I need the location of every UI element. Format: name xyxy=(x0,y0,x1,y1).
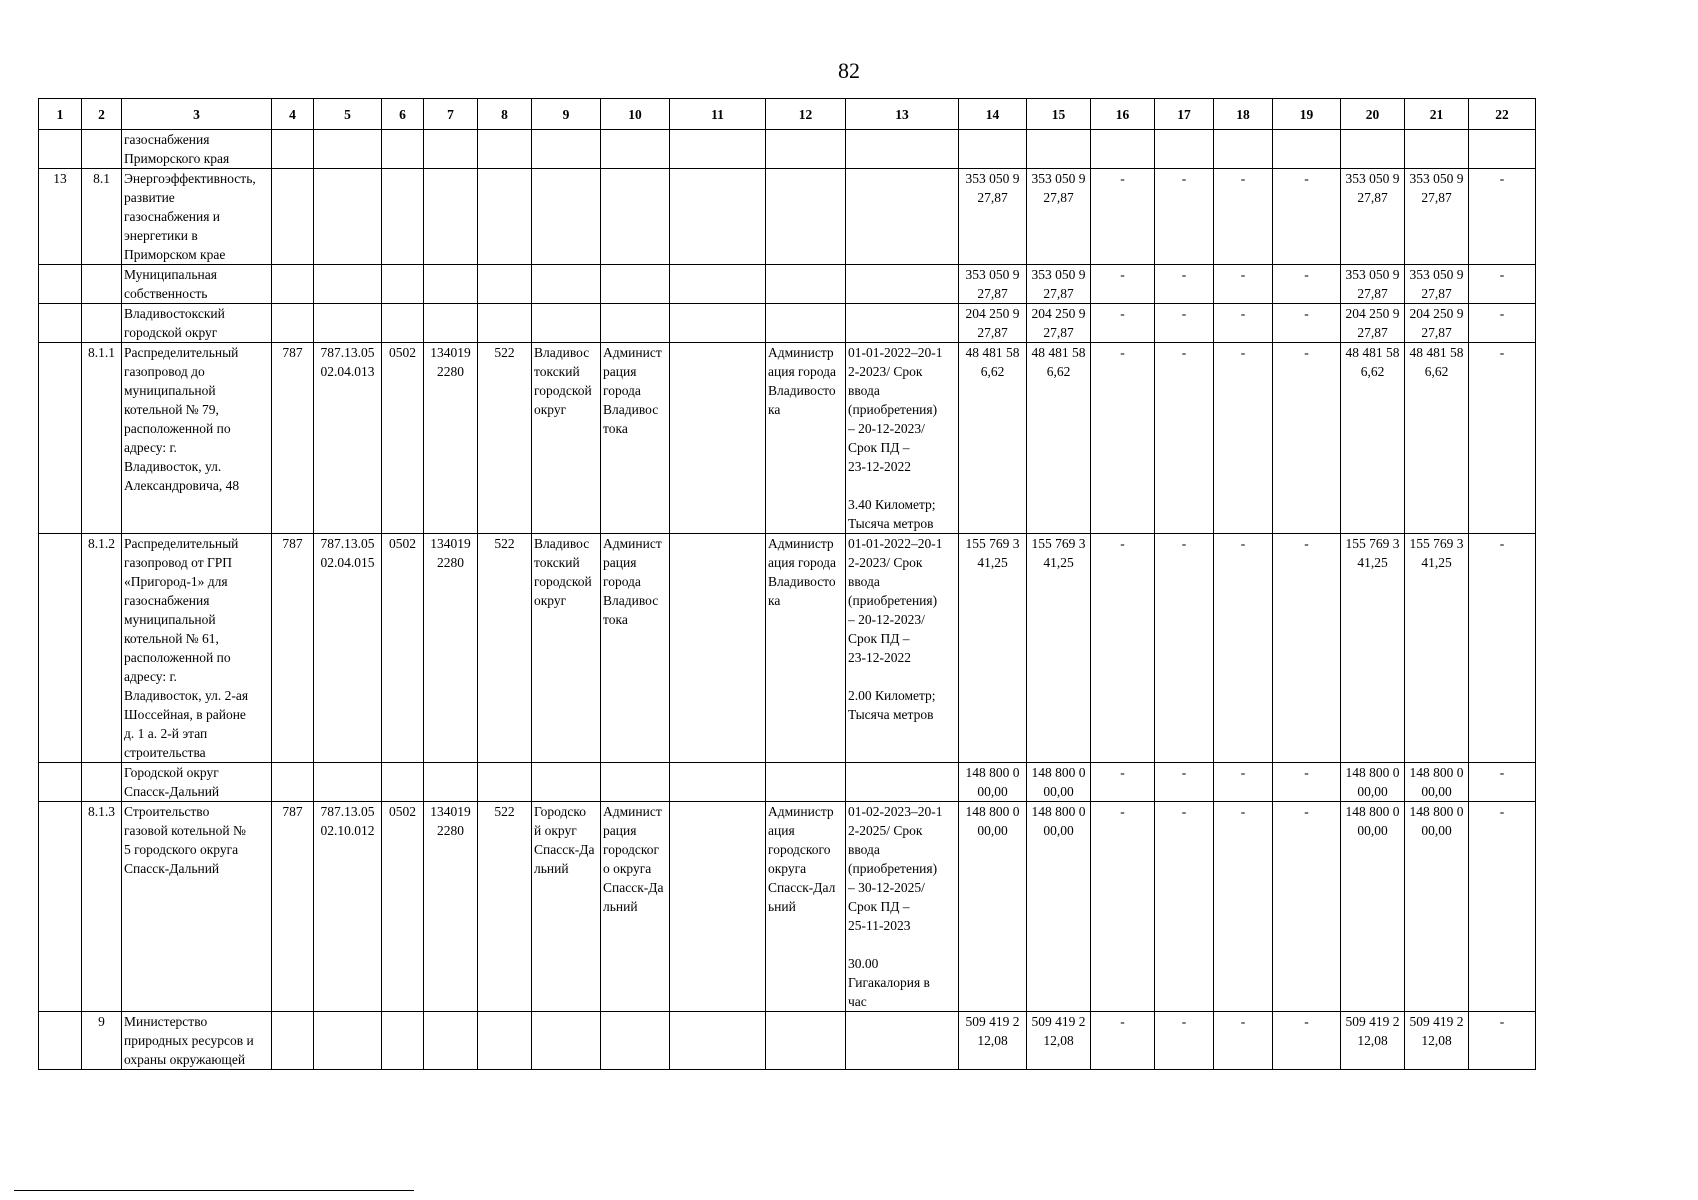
table-cell-col-5: 787.13.05 02.04.015 xyxy=(314,534,382,763)
table-cell-col-19: - xyxy=(1273,1012,1341,1070)
table-row xyxy=(39,304,1536,343)
table-cell-col-2: 8.1.3 xyxy=(82,802,122,1012)
table-cell-col-17: - xyxy=(1155,534,1214,763)
table-cell-col-16: - xyxy=(1091,304,1155,343)
table-cell-col-22 xyxy=(1469,130,1536,169)
column-header-7: 7 xyxy=(424,99,478,130)
table-cell-col-12 xyxy=(766,169,846,265)
table-cell-col-10 xyxy=(601,169,670,265)
table-cell-col-17: - xyxy=(1155,343,1214,534)
table-cell-col-12: Администр ация городского округа Спасск-Дал ьний xyxy=(766,802,846,1012)
table-cell-col-17: - xyxy=(1155,265,1214,304)
table-cell-col-9: Владивос токский городской округ xyxy=(532,343,601,534)
table-cell-col-19: - xyxy=(1273,534,1341,763)
table-cell-col-12 xyxy=(766,265,846,304)
table-cell-col-7 xyxy=(424,763,478,802)
table-cell-col-5 xyxy=(314,130,382,169)
budget-table xyxy=(38,98,1536,1070)
table-cell-col-8: 522 xyxy=(478,343,532,534)
table-cell-col-11 xyxy=(670,130,766,169)
table-cell-col-13 xyxy=(846,130,959,169)
table-cell-col-10: Админист рация города Владивос тока xyxy=(601,343,670,534)
column-header-10: 10 xyxy=(601,99,670,130)
table-cell-col-15: 148 800 0 00,00 xyxy=(1027,763,1091,802)
table-cell-col-14: 353 050 9 27,87 xyxy=(959,169,1027,265)
table-cell-col-9 xyxy=(532,130,601,169)
column-header-5: 5 xyxy=(314,99,382,130)
column-header-20: 20 xyxy=(1341,99,1405,130)
table-cell-col-11 xyxy=(670,763,766,802)
table-cell-col-15: 48 481 58 6,62 xyxy=(1027,343,1091,534)
table-row xyxy=(39,130,1536,169)
table-cell-col-13 xyxy=(846,304,959,343)
table-cell-col-1 xyxy=(39,130,82,169)
table-cell-col-11 xyxy=(670,343,766,534)
table-cell-col-1 xyxy=(39,1012,82,1070)
table-cell-col-19: - xyxy=(1273,763,1341,802)
table-cell-col-14: 204 250 9 27,87 xyxy=(959,304,1027,343)
column-header-3: 3 xyxy=(122,99,272,130)
table-cell-col-6 xyxy=(382,169,424,265)
table-cell-col-20: 509 419 2 12,08 xyxy=(1341,1012,1405,1070)
table-cell-col-4: 787 xyxy=(272,343,314,534)
table-cell-col-3: Министерство природных ресурсов и охраны окружающей xyxy=(122,1012,272,1070)
column-header-12: 12 xyxy=(766,99,846,130)
table-cell-col-6: 0502 xyxy=(382,802,424,1012)
table-cell-col-5 xyxy=(314,1012,382,1070)
table-cell-col-5 xyxy=(314,265,382,304)
table-cell-col-17: - xyxy=(1155,1012,1214,1070)
table-cell-col-1 xyxy=(39,763,82,802)
table-cell-col-1: 13 xyxy=(39,169,82,265)
table-cell-col-6 xyxy=(382,130,424,169)
table-cell-col-1 xyxy=(39,265,82,304)
table-row xyxy=(39,343,1536,534)
table-cell-col-6: 0502 xyxy=(382,343,424,534)
table-cell-col-18: - xyxy=(1214,534,1273,763)
table-cell-col-10 xyxy=(601,763,670,802)
table-cell-col-4 xyxy=(272,304,314,343)
column-header-17: 17 xyxy=(1155,99,1214,130)
table-cell-col-9: Владивос токский городской округ xyxy=(532,534,601,763)
table-cell-col-12 xyxy=(766,304,846,343)
table-cell-col-7 xyxy=(424,265,478,304)
table-cell-col-20: 148 800 0 00,00 xyxy=(1341,763,1405,802)
table-cell-col-18: - xyxy=(1214,1012,1273,1070)
table-cell-col-22: - xyxy=(1469,265,1536,304)
table-cell-col-20: 48 481 58 6,62 xyxy=(1341,343,1405,534)
table-cell-col-4: 787 xyxy=(272,802,314,1012)
table-cell-col-16: - xyxy=(1091,343,1155,534)
table-cell-col-9 xyxy=(532,304,601,343)
table-cell-col-3: Распределительный газопровод от ГРП «Пригород-1» для газоснабжения муниципальной котельной № 61, расположенной по адресу: г. Владивосток, ул. 2-ая Шоссейная, в районе д. 1 а. 2-й этап строительства xyxy=(122,534,272,763)
table-cell-col-4: 787 xyxy=(272,534,314,763)
table-cell-col-14: 509 419 2 12,08 xyxy=(959,1012,1027,1070)
table-cell-col-14: 155 769 3 41,25 xyxy=(959,534,1027,763)
table-cell-col-15: 148 800 0 00,00 xyxy=(1027,802,1091,1012)
table-cell-col-3: Владивостокский городской округ xyxy=(122,304,272,343)
table-cell-col-7 xyxy=(424,130,478,169)
table-cell-col-10: Админист рация городског о округа Спасск-Да льний xyxy=(601,802,670,1012)
table-cell-col-2 xyxy=(82,763,122,802)
table-cell-col-5 xyxy=(314,169,382,265)
header-row xyxy=(39,99,1536,130)
column-header-22: 22 xyxy=(1469,99,1536,130)
table-cell-col-16: - xyxy=(1091,1012,1155,1070)
table-cell-col-16 xyxy=(1091,130,1155,169)
table-cell-col-9 xyxy=(532,265,601,304)
table-cell-col-21: 509 419 2 12,08 xyxy=(1405,1012,1469,1070)
table-cell-col-4 xyxy=(272,169,314,265)
table-cell-col-22: - xyxy=(1469,343,1536,534)
table-cell-col-21: 48 481 58 6,62 xyxy=(1405,343,1469,534)
table-cell-col-20 xyxy=(1341,130,1405,169)
table-cell-col-2: 8.1 xyxy=(82,169,122,265)
table-cell-col-10 xyxy=(601,304,670,343)
table-cell-col-9 xyxy=(532,169,601,265)
table-cell-col-6 xyxy=(382,304,424,343)
table-cell-col-11 xyxy=(670,265,766,304)
table-cell-col-4 xyxy=(272,265,314,304)
table-cell-col-1 xyxy=(39,343,82,534)
table-cell-col-21: 353 050 9 27,87 xyxy=(1405,265,1469,304)
table-cell-col-15: 204 250 9 27,87 xyxy=(1027,304,1091,343)
table-cell-col-11 xyxy=(670,169,766,265)
table-cell-col-1 xyxy=(39,534,82,763)
column-header-2: 2 xyxy=(82,99,122,130)
table-cell-col-17: - xyxy=(1155,763,1214,802)
column-header-8: 8 xyxy=(478,99,532,130)
table-cell-col-14: 353 050 9 27,87 xyxy=(959,265,1027,304)
table-cell-col-19: - xyxy=(1273,343,1341,534)
column-header-13: 13 xyxy=(846,99,959,130)
table-cell-col-13: 01-02-2023–20-1 2-2025/ Срок ввода (приобретения) – 30-12-2025/ Срок ПД – 25-11-2023 30.00 Гигакалория в час xyxy=(846,802,959,1012)
table-cell-col-10: Админист рация города Владивос тока xyxy=(601,534,670,763)
table-cell-col-16: - xyxy=(1091,265,1155,304)
table-row xyxy=(39,169,1536,265)
table-cell-col-3: газоснабжения Приморского края xyxy=(122,130,272,169)
column-header-1: 1 xyxy=(39,99,82,130)
table-cell-col-3: Муниципальная собственность xyxy=(122,265,272,304)
table-cell-col-10 xyxy=(601,265,670,304)
table-cell-col-9 xyxy=(532,763,601,802)
table-row xyxy=(39,1012,1536,1070)
table-cell-col-15: 353 050 9 27,87 xyxy=(1027,169,1091,265)
table-cell-col-3: Энергоэффективность, развитие газоснабжения и энергетики в Приморском крае xyxy=(122,169,272,265)
column-header-16: 16 xyxy=(1091,99,1155,130)
table-cell-col-22: - xyxy=(1469,304,1536,343)
table-cell-col-20: 204 250 9 27,87 xyxy=(1341,304,1405,343)
table-cell-col-3: Городской округ Спасск-Дальний xyxy=(122,763,272,802)
table-cell-col-18: - xyxy=(1214,169,1273,265)
table-row xyxy=(39,802,1536,1012)
table-cell-col-8 xyxy=(478,130,532,169)
table-cell-col-11 xyxy=(670,534,766,763)
table-cell-col-13 xyxy=(846,169,959,265)
table-cell-col-18: - xyxy=(1214,304,1273,343)
column-header-6: 6 xyxy=(382,99,424,130)
table-cell-col-17: - xyxy=(1155,802,1214,1012)
table-cell-col-6 xyxy=(382,265,424,304)
table-cell-col-17: - xyxy=(1155,169,1214,265)
table-cell-col-21: 148 800 0 00,00 xyxy=(1405,763,1469,802)
table-cell-col-20: 353 050 9 27,87 xyxy=(1341,169,1405,265)
table-cell-col-10 xyxy=(601,1012,670,1070)
table-cell-col-1 xyxy=(39,802,82,1012)
table-row xyxy=(39,265,1536,304)
table-cell-col-8 xyxy=(478,265,532,304)
table-cell-col-1 xyxy=(39,304,82,343)
table-cell-col-18: - xyxy=(1214,763,1273,802)
table-cell-col-14: 148 800 0 00,00 xyxy=(959,763,1027,802)
table-cell-col-8 xyxy=(478,1012,532,1070)
table-cell-col-7 xyxy=(424,304,478,343)
table-cell-col-15: 155 769 3 41,25 xyxy=(1027,534,1091,763)
table-cell-col-13 xyxy=(846,1012,959,1070)
column-header-19: 19 xyxy=(1273,99,1341,130)
column-header-4: 4 xyxy=(272,99,314,130)
table-cell-col-19: - xyxy=(1273,265,1341,304)
table-cell-col-3: Строительство газовой котельной № 5 городского округа Спасск-Дальний xyxy=(122,802,272,1012)
table-cell-col-2 xyxy=(82,304,122,343)
table-cell-col-7: 134019 2280 xyxy=(424,534,478,763)
table-cell-col-13: 01-01-2022–20-1 2-2023/ Срок ввода (приобретения) – 20-12-2023/ Срок ПД – 23-12-2022 2.00 Километр; Тысяча метров xyxy=(846,534,959,763)
table-cell-col-21: 204 250 9 27,87 xyxy=(1405,304,1469,343)
column-header-21: 21 xyxy=(1405,99,1469,130)
table-cell-col-22: - xyxy=(1469,1012,1536,1070)
table-cell-col-13 xyxy=(846,265,959,304)
footnote-rule xyxy=(14,1190,414,1191)
table-cell-col-8: 522 xyxy=(478,802,532,1012)
table-cell-col-22: - xyxy=(1469,802,1536,1012)
table-cell-col-12 xyxy=(766,130,846,169)
table-cell-col-18 xyxy=(1214,130,1273,169)
table-cell-col-8: 522 xyxy=(478,534,532,763)
table-cell-col-6 xyxy=(382,1012,424,1070)
table-cell-col-21: 155 769 3 41,25 xyxy=(1405,534,1469,763)
table-row xyxy=(39,534,1536,763)
table-cell-col-7: 134019 2280 xyxy=(424,802,478,1012)
table-cell-col-11 xyxy=(670,802,766,1012)
table-cell-col-2: 8.1.1 xyxy=(82,343,122,534)
table-cell-col-5 xyxy=(314,304,382,343)
table-cell-col-19 xyxy=(1273,130,1341,169)
table-cell-col-9 xyxy=(532,1012,601,1070)
table-row xyxy=(39,763,1536,802)
table-cell-col-15 xyxy=(1027,130,1091,169)
table-cell-col-7 xyxy=(424,1012,478,1070)
table-cell-col-22: - xyxy=(1469,534,1536,763)
table-cell-col-17: - xyxy=(1155,304,1214,343)
table-cell-col-5: 787.13.05 02.04.013 xyxy=(314,343,382,534)
table-cell-col-20: 155 769 3 41,25 xyxy=(1341,534,1405,763)
table-cell-col-8 xyxy=(478,304,532,343)
table-cell-col-5 xyxy=(314,763,382,802)
table-cell-col-6 xyxy=(382,763,424,802)
table-cell-col-9: Городско й округ Спасск-Да льний xyxy=(532,802,601,1012)
table-cell-col-16: - xyxy=(1091,802,1155,1012)
table-cell-col-16: - xyxy=(1091,534,1155,763)
table-cell-col-14: 148 800 0 00,00 xyxy=(959,802,1027,1012)
table-cell-col-15: 509 419 2 12,08 xyxy=(1027,1012,1091,1070)
table-cell-col-8 xyxy=(478,763,532,802)
table-cell-col-22: - xyxy=(1469,169,1536,265)
table-cell-col-7 xyxy=(424,169,478,265)
table-cell-col-2: 9 xyxy=(82,1012,122,1070)
table-body xyxy=(39,99,1536,1070)
table-cell-col-10 xyxy=(601,130,670,169)
table-cell-col-13 xyxy=(846,763,959,802)
table-cell-col-2 xyxy=(82,130,122,169)
column-header-9: 9 xyxy=(532,99,601,130)
table-cell-col-6: 0502 xyxy=(382,534,424,763)
table-cell-col-18: - xyxy=(1214,343,1273,534)
table-cell-col-2: 8.1.2 xyxy=(82,534,122,763)
table-cell-col-18: - xyxy=(1214,265,1273,304)
table-cell-col-13: 01-01-2022–20-1 2-2023/ Срок ввода (приобретения) – 20-12-2023/ Срок ПД – 23-12-2022 3.40 Километр; Тысяча метров xyxy=(846,343,959,534)
table-cell-col-20: 148 800 0 00,00 xyxy=(1341,802,1405,1012)
table-cell-col-14: 48 481 58 6,62 xyxy=(959,343,1027,534)
column-header-14: 14 xyxy=(959,99,1027,130)
table-cell-col-12: Администр ация города Владивосто ка xyxy=(766,343,846,534)
table-cell-col-21: 148 800 0 00,00 xyxy=(1405,802,1469,1012)
table-cell-col-21 xyxy=(1405,130,1469,169)
table-cell-col-20: 353 050 9 27,87 xyxy=(1341,265,1405,304)
table-cell-col-19: - xyxy=(1273,802,1341,1012)
table-cell-col-12 xyxy=(766,763,846,802)
table-cell-col-11 xyxy=(670,304,766,343)
table-cell-col-17 xyxy=(1155,130,1214,169)
table-cell-col-22: - xyxy=(1469,763,1536,802)
column-header-18: 18 xyxy=(1214,99,1273,130)
table-cell-col-18: - xyxy=(1214,802,1273,1012)
table-cell-col-12 xyxy=(766,1012,846,1070)
table-cell-col-4 xyxy=(272,130,314,169)
table-cell-col-3: Распределительный газопровод до муниципальной котельной № 79, расположенной по адресу: г. Владивосток, ул. Александровича, 48 xyxy=(122,343,272,534)
table-cell-col-21: 353 050 9 27,87 xyxy=(1405,169,1469,265)
table-cell-col-4 xyxy=(272,763,314,802)
table-cell-col-5: 787.13.05 02.10.012 xyxy=(314,802,382,1012)
table-cell-col-16: - xyxy=(1091,763,1155,802)
column-header-11: 11 xyxy=(670,99,766,130)
table-cell-col-15: 353 050 9 27,87 xyxy=(1027,265,1091,304)
table-cell-col-19: - xyxy=(1273,169,1341,265)
page-number: 82 xyxy=(838,58,860,83)
table-cell-col-2 xyxy=(82,265,122,304)
table-cell-col-14 xyxy=(959,130,1027,169)
table-cell-col-16: - xyxy=(1091,169,1155,265)
table-cell-col-11 xyxy=(670,1012,766,1070)
table-cell-col-12: Администр ация города Владивосто ка xyxy=(766,534,846,763)
table-cell-col-19: - xyxy=(1273,304,1341,343)
table-cell-col-4 xyxy=(272,1012,314,1070)
table-cell-col-7: 134019 2280 xyxy=(424,343,478,534)
column-header-15: 15 xyxy=(1027,99,1091,130)
table-cell-col-8 xyxy=(478,169,532,265)
